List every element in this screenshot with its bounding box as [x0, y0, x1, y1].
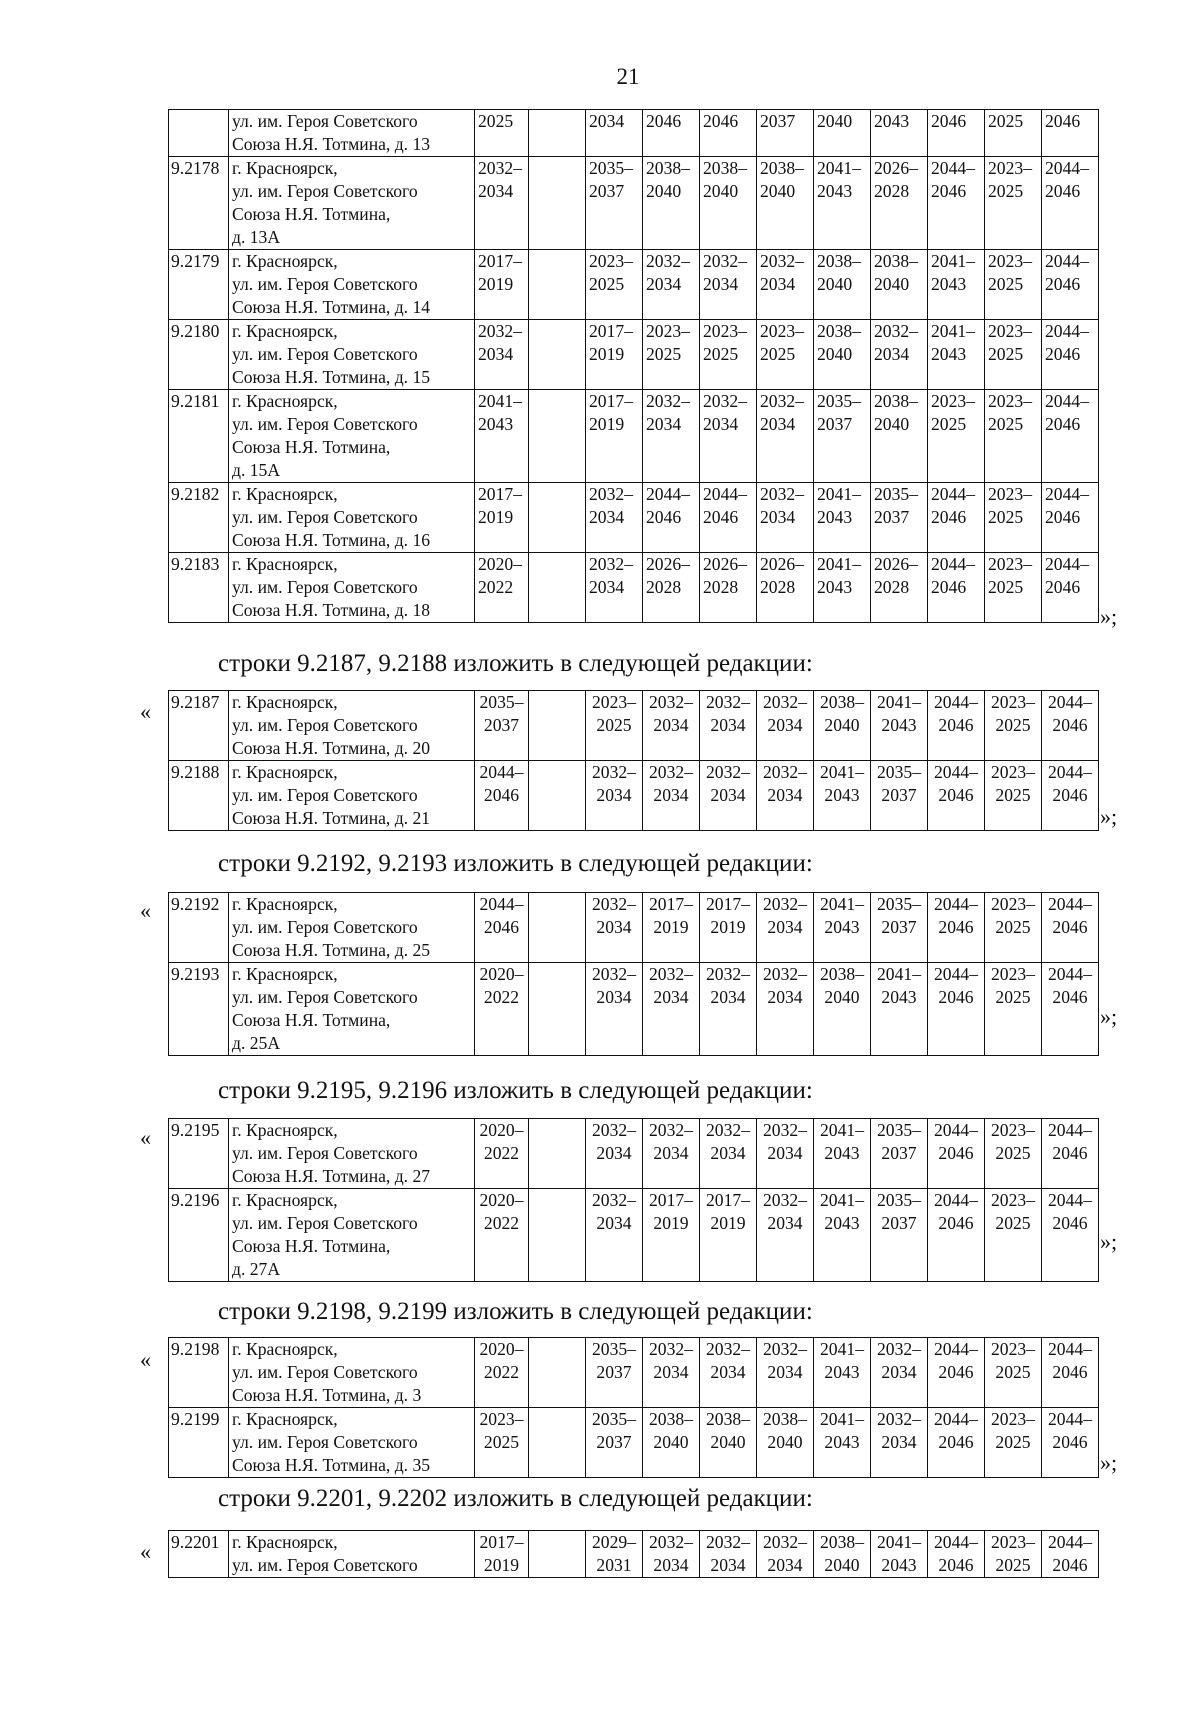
empty-cell — [529, 250, 586, 320]
year-cell: 2023– 2025 — [985, 893, 1042, 963]
year-cell: 2044– 2046 — [1042, 1338, 1099, 1408]
address-line: Союза Н.Я. Тотмина, — [232, 437, 391, 457]
address-cell — [229, 893, 475, 963]
address-line: ул. им. Героя Советского — [232, 111, 418, 131]
year-cell: 2023– 2025 — [985, 1408, 1042, 1478]
year-cell: 2038– 2040 — [643, 1408, 700, 1478]
address-cell — [229, 761, 475, 831]
table-row — [169, 893, 1099, 963]
year-cell: 2038– 2040 — [700, 157, 757, 250]
year-cell: 2038– 2040 — [871, 250, 928, 320]
heading-3: строки 9.2195, 9.2196 изложить в следующей редакции: — [218, 1077, 813, 1104]
empty-cell — [529, 1338, 586, 1408]
row-number: 9.2199 — [169, 1408, 229, 1478]
year-cell: 2025 — [475, 110, 529, 157]
year-cell: 2032– 2034 — [643, 761, 700, 831]
empty-cell — [529, 1119, 586, 1189]
year-cell: 2032– 2034 — [757, 691, 814, 761]
address-line: Союза Н.Я. Тотмина, д. 15 — [232, 367, 431, 387]
year-cell: 2032– 2034 — [700, 963, 757, 1056]
year-cell: 2032– 2034 — [700, 250, 757, 320]
address-line: Союза Н.Я. Тотмина, д. 21 — [232, 808, 431, 828]
quote-close-3: »; — [1100, 1004, 1118, 1029]
heading-4: строки 9.2198, 9.2199 изложить в следующей редакции: — [218, 1298, 813, 1325]
year-cell: 2041– 2043 — [814, 157, 871, 250]
year-cell: 2038– 2040 — [814, 691, 871, 761]
year-cell: 2020– 2022 — [475, 1119, 529, 1189]
empty-cell — [529, 390, 586, 483]
year-cell: 2041– 2043 — [814, 893, 871, 963]
table-row — [169, 1119, 1099, 1189]
year-cell: 2044– 2046 — [1042, 963, 1099, 1056]
year-cell: 2038– 2040 — [757, 157, 814, 250]
address-line: ул. им. Героя Советского — [232, 987, 418, 1007]
quote-close-2: »; — [1100, 804, 1118, 829]
empty-cell — [529, 1189, 586, 1282]
empty-cell — [529, 110, 586, 157]
year-cell: 2035– 2037 — [871, 893, 928, 963]
year-cell: 2023– 2025 — [985, 250, 1042, 320]
year-cell: 2017– 2019 — [475, 250, 529, 320]
year-cell: 2032– 2034 — [586, 963, 643, 1056]
year-cell: 2020– 2022 — [475, 1189, 529, 1282]
address-cell — [229, 250, 475, 320]
address-line: Союза Н.Я. Тотмина, д. 13 — [232, 134, 431, 154]
year-cell: 2023– 2025 — [586, 691, 643, 761]
address-line: Союза Н.Я. Тотмина, — [232, 1010, 391, 1030]
year-cell: 2044– 2046 — [475, 761, 529, 831]
year-cell: 2035– 2037 — [475, 691, 529, 761]
year-cell: 2044– 2046 — [928, 1119, 985, 1189]
empty-cell — [529, 157, 586, 250]
table-row — [169, 1531, 1099, 1578]
address-line: г. Красноярск, — [232, 894, 338, 914]
address-line: ул. им. Героя Советского — [232, 1362, 418, 1382]
year-cell: 2032– 2034 — [643, 691, 700, 761]
year-cell: 2041– 2043 — [814, 1119, 871, 1189]
address-line: ул. им. Героя Советского — [232, 715, 418, 735]
year-cell: 2041– 2043 — [928, 250, 985, 320]
row-number: 9.2196 — [169, 1189, 229, 1282]
address-line: д. 15А — [232, 460, 281, 480]
year-cell: 2044– 2046 — [1042, 893, 1099, 963]
quote-open-4: « — [140, 1347, 151, 1372]
year-cell: 2017– 2019 — [475, 1531, 529, 1578]
year-cell: 2035– 2037 — [871, 761, 928, 831]
address-line: г. Красноярск, — [232, 1532, 338, 1552]
address-cell — [229, 483, 475, 553]
address-line: ул. им. Героя Советского — [232, 1555, 418, 1575]
year-cell: 2032– 2034 — [871, 1408, 928, 1478]
address-line: г. Красноярск, — [232, 1339, 338, 1359]
address-line: г. Красноярск, — [232, 762, 338, 782]
year-cell: 2023– 2025 — [985, 761, 1042, 831]
row-number: 9.2187 — [169, 691, 229, 761]
table-2195 — [168, 1118, 1099, 1282]
year-cell: 2035– 2037 — [871, 1119, 928, 1189]
row-number: 9.2180 — [169, 320, 229, 390]
year-cell: 2044– 2046 — [928, 1531, 985, 1578]
year-cell: 2044– 2046 — [1042, 1189, 1099, 1282]
address-line: г. Красноярск, — [232, 391, 338, 411]
table-row — [169, 1338, 1099, 1408]
year-cell: 2023– 2025 — [475, 1408, 529, 1478]
year-cell: 2044– 2046 — [1042, 250, 1099, 320]
address-line: г. Красноярск, — [232, 1409, 338, 1429]
address-line: г. Красноярск, — [232, 321, 338, 341]
year-cell: 2034 — [586, 110, 643, 157]
row-number: 9.2181 — [169, 390, 229, 483]
address-line: Союза Н.Я. Тотмина, д. 27 — [232, 1166, 431, 1186]
year-cell: 2023– 2025 — [586, 250, 643, 320]
year-cell: 2041– 2043 — [928, 320, 985, 390]
address-line: г. Красноярск, — [232, 1120, 338, 1140]
address-line: г. Красноярск, — [232, 1190, 338, 1210]
row-number: 9.2192 — [169, 893, 229, 963]
address-line: Союза Н.Я. Тотмина, д. 20 — [232, 738, 431, 758]
table-row — [169, 761, 1099, 831]
address-line: Союза Н.Я. Тотмина, — [232, 204, 391, 224]
quote-open-1: « — [140, 699, 151, 724]
address-cell — [229, 110, 475, 157]
table-row — [169, 250, 1099, 320]
year-cell: 2044– 2046 — [928, 963, 985, 1056]
address-cell — [229, 1338, 475, 1408]
table-2198 — [168, 1337, 1099, 1478]
table-2192 — [168, 892, 1099, 1056]
table-2201 — [168, 1530, 1099, 1578]
year-cell: 2044– 2046 — [700, 483, 757, 553]
address-line: Союза Н.Я. Тотмина, д. 14 — [232, 297, 431, 317]
year-cell: 2041– 2043 — [871, 963, 928, 1056]
year-cell: 2044– 2046 — [928, 1408, 985, 1478]
address-line: г. Красноярск, — [232, 484, 338, 504]
year-cell: 2032– 2034 — [643, 1119, 700, 1189]
year-cell: 2032– 2034 — [643, 1531, 700, 1578]
year-cell: 2029– 2031 — [586, 1531, 643, 1578]
address-cell — [229, 1408, 475, 1478]
heading-1: строки 9.2187, 9.2188 изложить в следующей редакции: — [218, 650, 813, 677]
address-line: ул. им. Героя Советского — [232, 1213, 418, 1233]
year-cell: 2023– 2025 — [928, 390, 985, 483]
address-line: ул. им. Героя Советского — [232, 507, 418, 527]
year-cell: 2026– 2028 — [871, 157, 928, 250]
address-line: ул. им. Героя Советского — [232, 1143, 418, 1163]
table-row — [169, 320, 1099, 390]
table-row — [169, 1408, 1099, 1478]
year-cell: 2023– 2025 — [757, 320, 814, 390]
address-line: ул. им. Героя Советского — [232, 344, 418, 364]
year-cell: 2041– 2043 — [871, 691, 928, 761]
address-line: г. Красноярск, — [232, 964, 338, 984]
year-cell: 2032– 2034 — [757, 1189, 814, 1282]
year-cell: 2032– 2034 — [586, 1119, 643, 1189]
year-cell: 2046 — [643, 110, 700, 157]
year-cell: 2023– 2025 — [700, 320, 757, 390]
year-cell: 2032– 2034 — [757, 893, 814, 963]
address-line: ул. им. Героя Советского — [232, 274, 418, 294]
year-cell: 2044– 2046 — [1042, 761, 1099, 831]
year-cell: 2035– 2037 — [586, 157, 643, 250]
year-cell: 2023– 2025 — [985, 1531, 1042, 1578]
year-cell: 2038– 2040 — [814, 250, 871, 320]
year-cell: 2041– 2043 — [814, 1338, 871, 1408]
year-cell: 2032– 2034 — [757, 761, 814, 831]
year-cell: 2032– 2034 — [700, 1531, 757, 1578]
year-cell: 2032– 2034 — [871, 1338, 928, 1408]
address-line: ул. им. Героя Советского — [232, 181, 418, 201]
year-cell: 2038– 2040 — [643, 157, 700, 250]
address-line: д. 27А — [232, 1259, 281, 1279]
year-cell: 2023– 2025 — [985, 390, 1042, 483]
year-cell: 2035– 2037 — [814, 390, 871, 483]
table-2187 — [168, 690, 1099, 831]
address-cell — [229, 963, 475, 1056]
year-cell: 2026– 2028 — [871, 553, 928, 623]
year-cell: 2035– 2037 — [871, 1189, 928, 1282]
row-number: 9.2178 — [169, 157, 229, 250]
year-cell: 2035– 2037 — [871, 483, 928, 553]
empty-cell — [529, 483, 586, 553]
year-cell: 2032– 2034 — [757, 390, 814, 483]
year-cell: 2046 — [700, 110, 757, 157]
year-cell: 2026– 2028 — [643, 553, 700, 623]
year-cell: 2038– 2040 — [814, 1531, 871, 1578]
address-line: д. 13А — [232, 227, 281, 247]
heading-5: строки 9.2201, 9.2202 изложить в следующей редакции: — [218, 1485, 813, 1512]
year-cell: 2044– 2046 — [1042, 483, 1099, 553]
year-cell: 2026– 2028 — [700, 553, 757, 623]
year-cell: 2041– 2043 — [814, 553, 871, 623]
year-cell: 2044– 2046 — [928, 761, 985, 831]
table-row — [169, 390, 1099, 483]
address-line: г. Красноярск, — [232, 251, 338, 271]
year-cell: 2044– 2046 — [928, 1189, 985, 1282]
year-cell: 2020– 2022 — [475, 553, 529, 623]
empty-cell — [529, 761, 586, 831]
year-cell: 2044– 2046 — [1042, 1408, 1099, 1478]
year-cell: 2037 — [757, 110, 814, 157]
year-cell: 2032– 2034 — [475, 157, 529, 250]
table-top — [168, 109, 1099, 623]
year-cell: 2044– 2046 — [1042, 157, 1099, 250]
year-cell: 2023– 2025 — [985, 691, 1042, 761]
year-cell: 2032– 2034 — [700, 761, 757, 831]
year-cell: 2038– 2040 — [757, 1408, 814, 1478]
year-cell: 2035– 2037 — [586, 1408, 643, 1478]
address-line: ул. им. Героя Советского — [232, 785, 418, 805]
year-cell: 2041– 2043 — [871, 1531, 928, 1578]
address-line: г. Красноярск, — [232, 692, 338, 712]
year-cell: 2025 — [985, 110, 1042, 157]
year-cell: 2032– 2034 — [700, 390, 757, 483]
quote-close-5: »; — [1100, 1450, 1118, 1475]
address-cell — [229, 320, 475, 390]
year-cell: 2044– 2046 — [1042, 1119, 1099, 1189]
row-number — [169, 110, 229, 157]
year-cell: 2023– 2025 — [985, 483, 1042, 553]
year-cell: 2032– 2034 — [757, 483, 814, 553]
table-row — [169, 110, 1099, 157]
address-line: ул. им. Героя Советского — [232, 577, 418, 597]
row-number: 9.2201 — [169, 1531, 229, 1578]
year-cell: 2046 — [1042, 110, 1099, 157]
year-cell: 2044– 2046 — [643, 483, 700, 553]
year-cell: 2032– 2034 — [757, 963, 814, 1056]
empty-cell — [529, 1408, 586, 1478]
address-line: Союза Н.Я. Тотмина, д. 3 — [232, 1385, 422, 1405]
row-number: 9.2195 — [169, 1119, 229, 1189]
row-number: 9.2198 — [169, 1338, 229, 1408]
year-cell: 2032– 2034 — [643, 250, 700, 320]
row-number: 9.2182 — [169, 483, 229, 553]
address-line: Союза Н.Я. Тотмина, д. 16 — [232, 530, 431, 550]
table-row — [169, 553, 1099, 623]
year-cell: 2032– 2034 — [586, 553, 643, 623]
address-cell — [229, 157, 475, 250]
year-cell: 2032– 2034 — [643, 963, 700, 1056]
year-cell: 2032– 2034 — [643, 1338, 700, 1408]
address-cell — [229, 1119, 475, 1189]
year-cell: 2041– 2043 — [814, 1408, 871, 1478]
empty-cell — [529, 893, 586, 963]
year-cell: 2044– 2046 — [928, 483, 985, 553]
year-cell: 2041– 2043 — [475, 390, 529, 483]
address-line: г. Красноярск, — [232, 158, 338, 178]
year-cell: 2038– 2040 — [814, 963, 871, 1056]
table-row — [169, 963, 1099, 1056]
table-row — [169, 1189, 1099, 1282]
year-cell: 2043 — [871, 110, 928, 157]
table-row — [169, 157, 1099, 250]
empty-cell — [529, 963, 586, 1056]
year-cell: 2023– 2025 — [985, 1119, 1042, 1189]
year-cell: 2023– 2025 — [985, 1189, 1042, 1282]
year-cell: 2038– 2040 — [814, 320, 871, 390]
year-cell: 2044– 2046 — [1042, 1531, 1099, 1578]
year-cell: 2044– 2046 — [928, 691, 985, 761]
year-cell: 2032– 2034 — [643, 390, 700, 483]
year-cell: 2044– 2046 — [1042, 553, 1099, 623]
quote-close-1: »; — [1100, 604, 1118, 629]
quote-open-2: « — [140, 898, 151, 923]
year-cell: 2032– 2034 — [757, 1338, 814, 1408]
year-cell: 2032– 2034 — [700, 691, 757, 761]
year-cell: 2020– 2022 — [475, 1338, 529, 1408]
address-cell — [229, 1189, 475, 1282]
year-cell: 2032– 2034 — [871, 320, 928, 390]
year-cell: 2044– 2046 — [1042, 390, 1099, 483]
address-line: ул. им. Героя Советского — [232, 917, 418, 937]
year-cell: 2032– 2034 — [586, 1189, 643, 1282]
year-cell: 2017– 2019 — [586, 320, 643, 390]
year-cell: 2017– 2019 — [700, 893, 757, 963]
row-number: 9.2193 — [169, 963, 229, 1056]
year-cell: 2032– 2034 — [757, 250, 814, 320]
table-row — [169, 483, 1099, 553]
address-line: Союза Н.Я. Тотмина, д. 18 — [232, 600, 431, 620]
year-cell: 2023– 2025 — [985, 1338, 1042, 1408]
year-cell: 2032– 2034 — [586, 893, 643, 963]
table-row — [169, 691, 1099, 761]
address-cell — [229, 553, 475, 623]
year-cell: 2023– 2025 — [985, 963, 1042, 1056]
year-cell: 2044– 2046 — [928, 553, 985, 623]
year-cell: 2017– 2019 — [700, 1189, 757, 1282]
year-cell: 2035– 2037 — [586, 1338, 643, 1408]
quote-open-5: « — [140, 1539, 151, 1564]
empty-cell — [529, 691, 586, 761]
year-cell: 2020– 2022 — [475, 963, 529, 1056]
empty-cell — [529, 320, 586, 390]
address-cell — [229, 1531, 475, 1578]
year-cell: 2032– 2034 — [586, 761, 643, 831]
year-cell: 2017– 2019 — [643, 1189, 700, 1282]
year-cell: 2044– 2046 — [1042, 691, 1099, 761]
address-cell — [229, 691, 475, 761]
year-cell: 2044– 2046 — [475, 893, 529, 963]
year-cell: 2023– 2025 — [985, 553, 1042, 623]
row-number: 9.2183 — [169, 553, 229, 623]
year-cell: 2041– 2043 — [814, 483, 871, 553]
year-cell: 2041– 2043 — [814, 1189, 871, 1282]
address-line: Союза Н.Я. Тотмина, — [232, 1236, 391, 1256]
year-cell: 2044– 2046 — [928, 893, 985, 963]
year-cell: 2032– 2034 — [757, 1531, 814, 1578]
year-cell: 2032– 2034 — [700, 1119, 757, 1189]
year-cell: 2017– 2019 — [475, 483, 529, 553]
year-cell: 2044– 2046 — [928, 157, 985, 250]
address-line: ул. им. Героя Советского — [232, 1432, 418, 1452]
year-cell: 2044– 2046 — [928, 1338, 985, 1408]
year-cell: 2023– 2025 — [643, 320, 700, 390]
year-cell: 2023– 2025 — [985, 320, 1042, 390]
year-cell: 2040 — [814, 110, 871, 157]
empty-cell — [529, 553, 586, 623]
year-cell: 2026– 2028 — [757, 553, 814, 623]
year-cell: 2032– 2034 — [757, 1119, 814, 1189]
page-number: 21 — [616, 64, 640, 89]
address-line: Союза Н.Я. Тотмина, д. 25 — [232, 940, 431, 960]
row-number: 9.2179 — [169, 250, 229, 320]
year-cell: 2044– 2046 — [1042, 320, 1099, 390]
address-line: ул. им. Героя Советского — [232, 414, 418, 434]
year-cell: 2038– 2040 — [871, 390, 928, 483]
address-line: Союза Н.Я. Тотмина, д. 35 — [232, 1455, 431, 1475]
year-cell: 2046 — [928, 110, 985, 157]
year-cell: 2041– 2043 — [814, 761, 871, 831]
year-cell: 2017– 2019 — [586, 390, 643, 483]
year-cell: 2032– 2034 — [586, 483, 643, 553]
heading-2: строки 9.2192, 9.2193 изложить в следующей редакции: — [218, 850, 813, 877]
address-line: г. Красноярск, — [232, 554, 338, 574]
year-cell: 2023– 2025 — [985, 157, 1042, 250]
year-cell: 2017– 2019 — [643, 893, 700, 963]
quote-close-4: »; — [1100, 1229, 1118, 1254]
address-line: д. 25А — [232, 1033, 281, 1053]
year-cell: 2032– 2034 — [700, 1338, 757, 1408]
row-number: 9.2188 — [169, 761, 229, 831]
quote-open-3: « — [140, 1125, 151, 1150]
address-cell — [229, 390, 475, 483]
year-cell: 2032– 2034 — [475, 320, 529, 390]
empty-cell — [529, 1531, 586, 1578]
year-cell: 2038– 2040 — [700, 1408, 757, 1478]
